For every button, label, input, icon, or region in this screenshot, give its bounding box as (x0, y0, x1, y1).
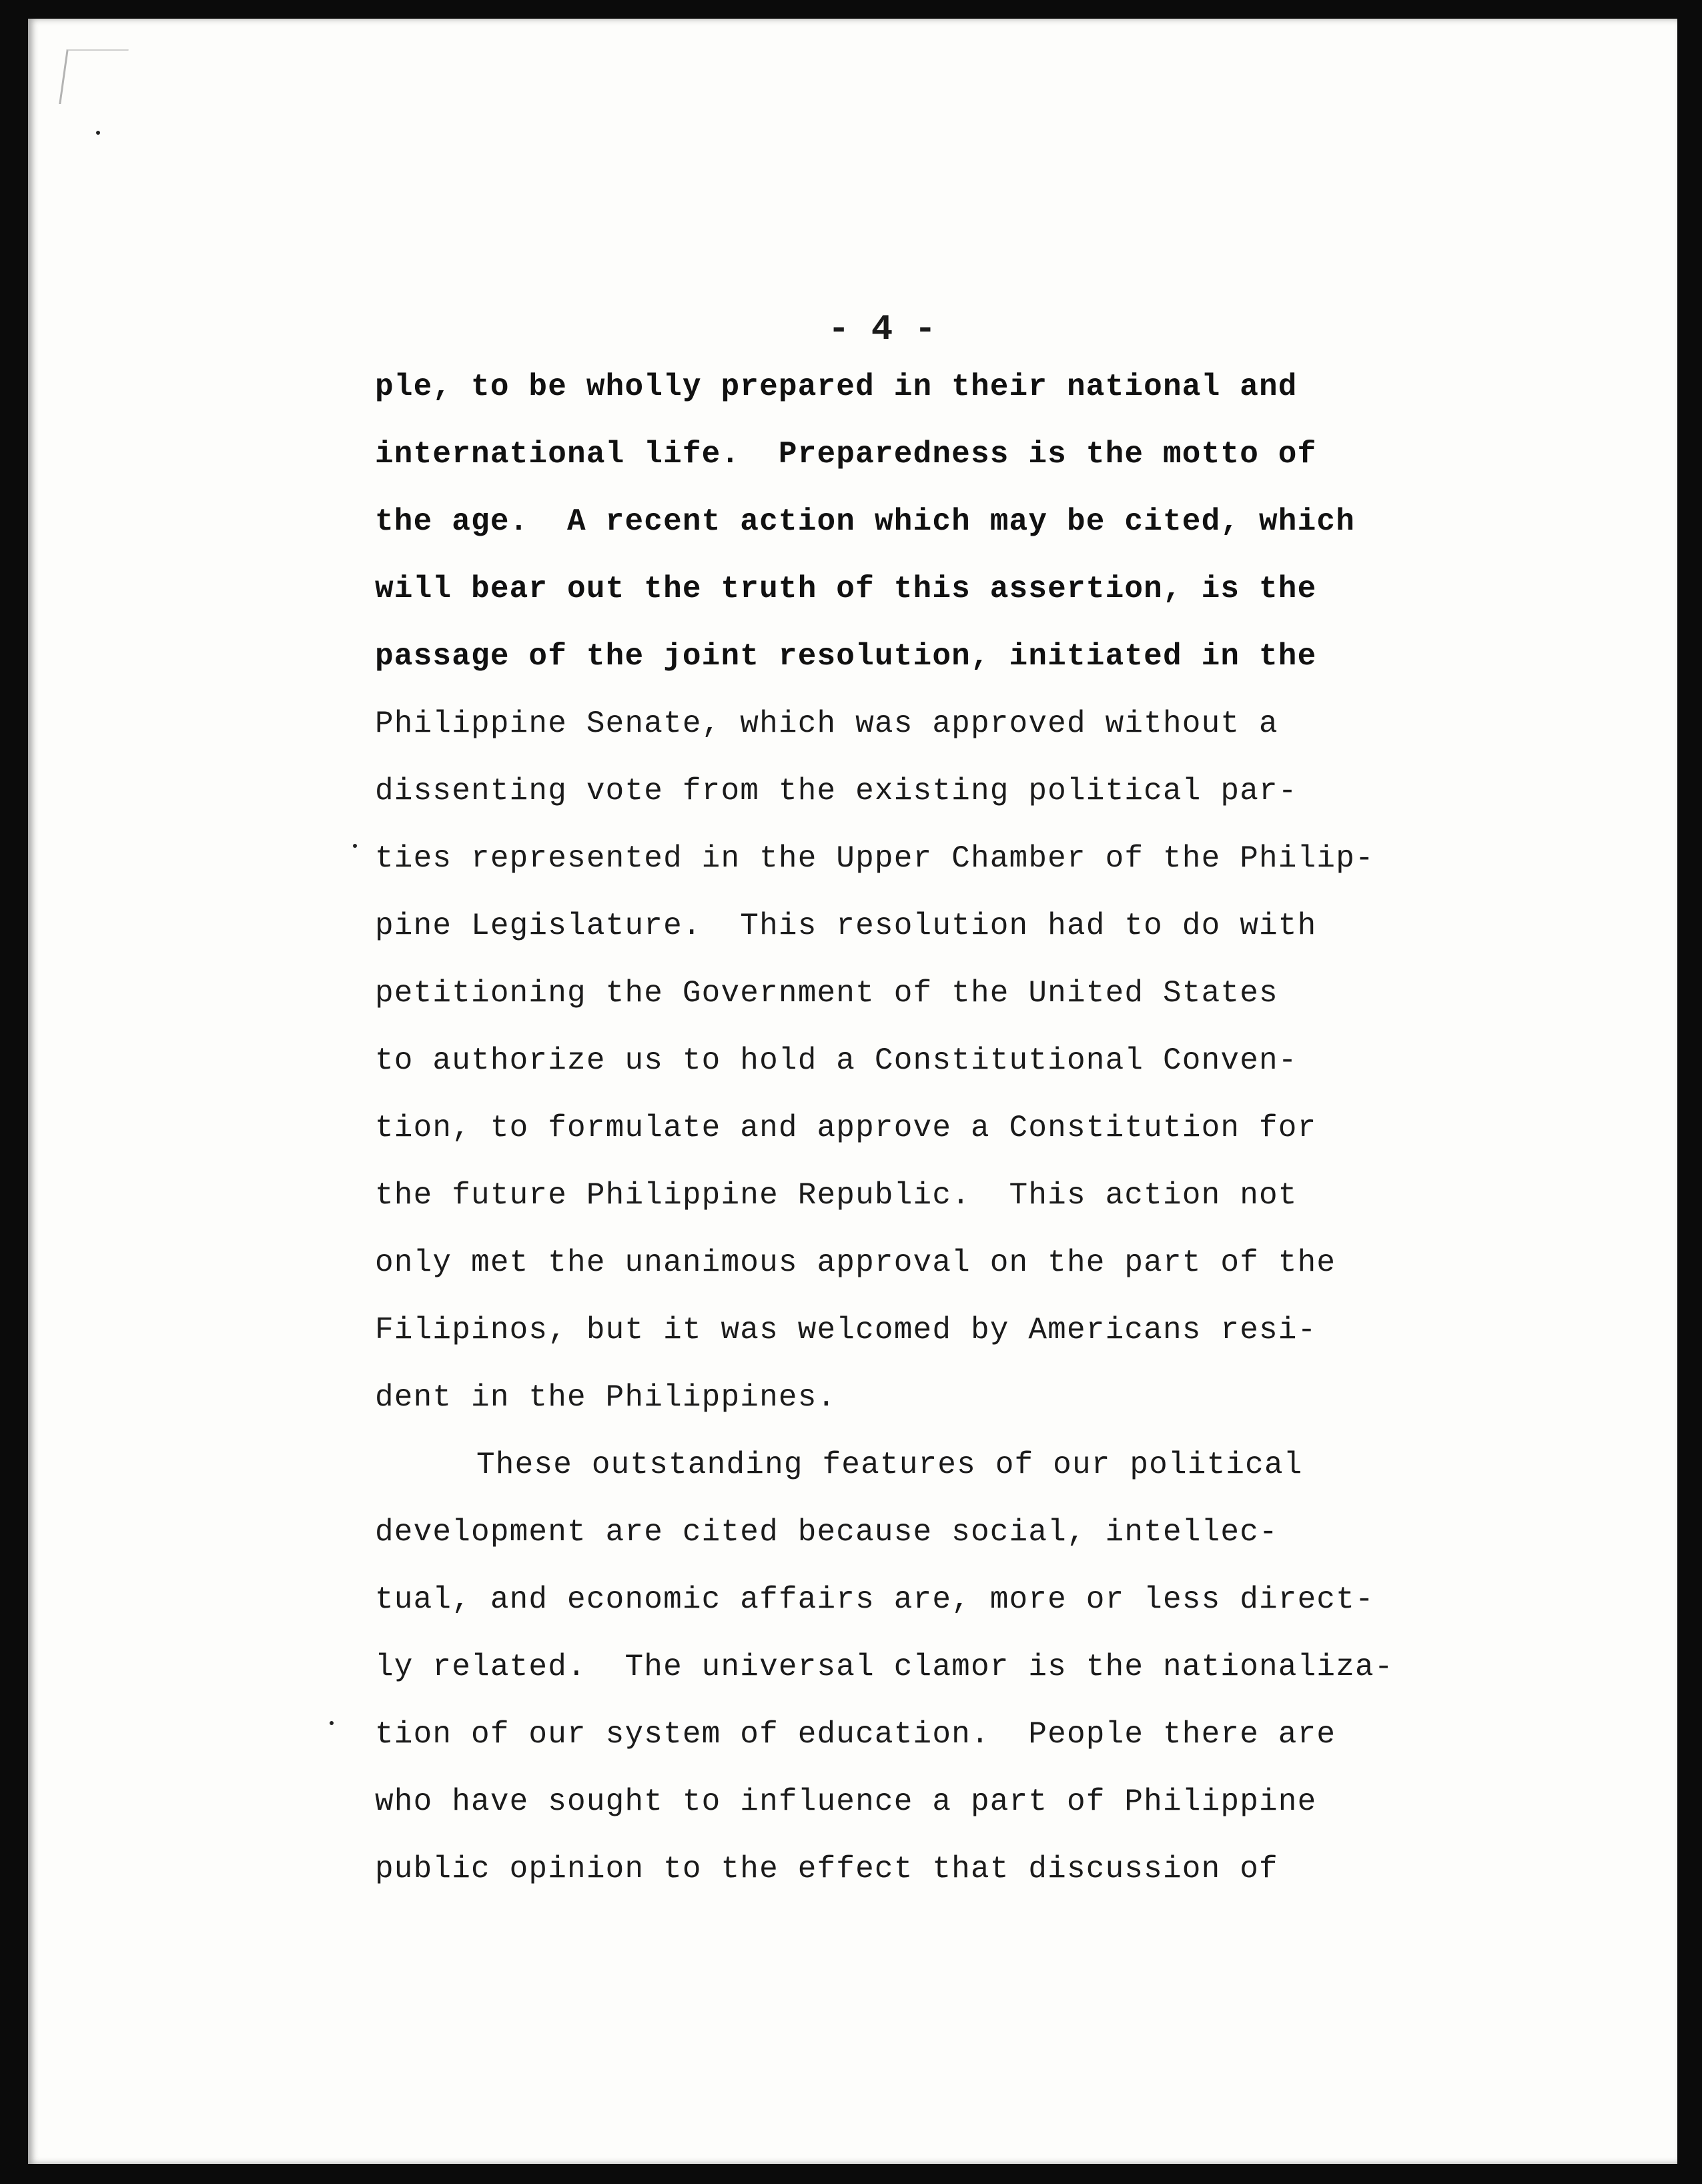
text-line: public opinion to the effect that discussion of (375, 1852, 1278, 1886)
text-line: dissenting vote from the existing political par- (375, 774, 1298, 808)
text-line: petitioning the Government of the United States (375, 976, 1278, 1011)
scan-speck (96, 131, 100, 135)
text-line: Philippine Senate, which was approved without a (375, 706, 1278, 741)
text-line: tion of our system of education. People there are (375, 1717, 1336, 1752)
text-line: international life. Preparedness is the motto of (375, 437, 1317, 472)
text-line: to authorize us to hold a Constitutional Conven- (375, 1043, 1298, 1078)
text-line: tual, and economic affairs are, more or less direct- (375, 1582, 1374, 1617)
text-line: ties represented in the Upper Chamber of the Philip- (375, 841, 1374, 876)
scan-speck (330, 1721, 334, 1725)
text-line: will bear out the truth of this assertion, is the (375, 572, 1317, 606)
text-line: who have sought to influence a part of Philippine (375, 1784, 1317, 1819)
text-line: pine Legislature. This resolution had to do with (375, 909, 1317, 943)
text-line: Filipinos, but it was welcomed by Americans resi- (375, 1313, 1317, 1347)
body-text (375, 354, 1469, 1903)
paragraph-1 (375, 354, 1469, 1432)
page-number: - 4 - (827, 310, 937, 350)
text-line: dent in the Philippines. (375, 1380, 837, 1415)
text-line: only met the unanimous approval on the part of the (375, 1245, 1336, 1280)
text-line: the future Philippine Republic. This action not (375, 1178, 1298, 1213)
text-line: development are cited because social, intellec- (375, 1515, 1278, 1550)
text-line: passage of the joint resolution, initiated in the (375, 639, 1317, 674)
page-edge-crease (59, 49, 129, 104)
text-line: ly related. The universal clamor is the nationaliza- (375, 1650, 1394, 1684)
text-line: the age. A recent action which may be cited, which (375, 504, 1356, 539)
text-line: tion, to formulate and approve a Constitution for (375, 1111, 1317, 1145)
scan-speck (353, 844, 357, 848)
text-line: These outstanding features of our political (476, 1448, 1303, 1482)
text-line: ple, to be wholly prepared in their national and (375, 370, 1298, 404)
paragraph-2 (375, 1432, 1469, 1903)
